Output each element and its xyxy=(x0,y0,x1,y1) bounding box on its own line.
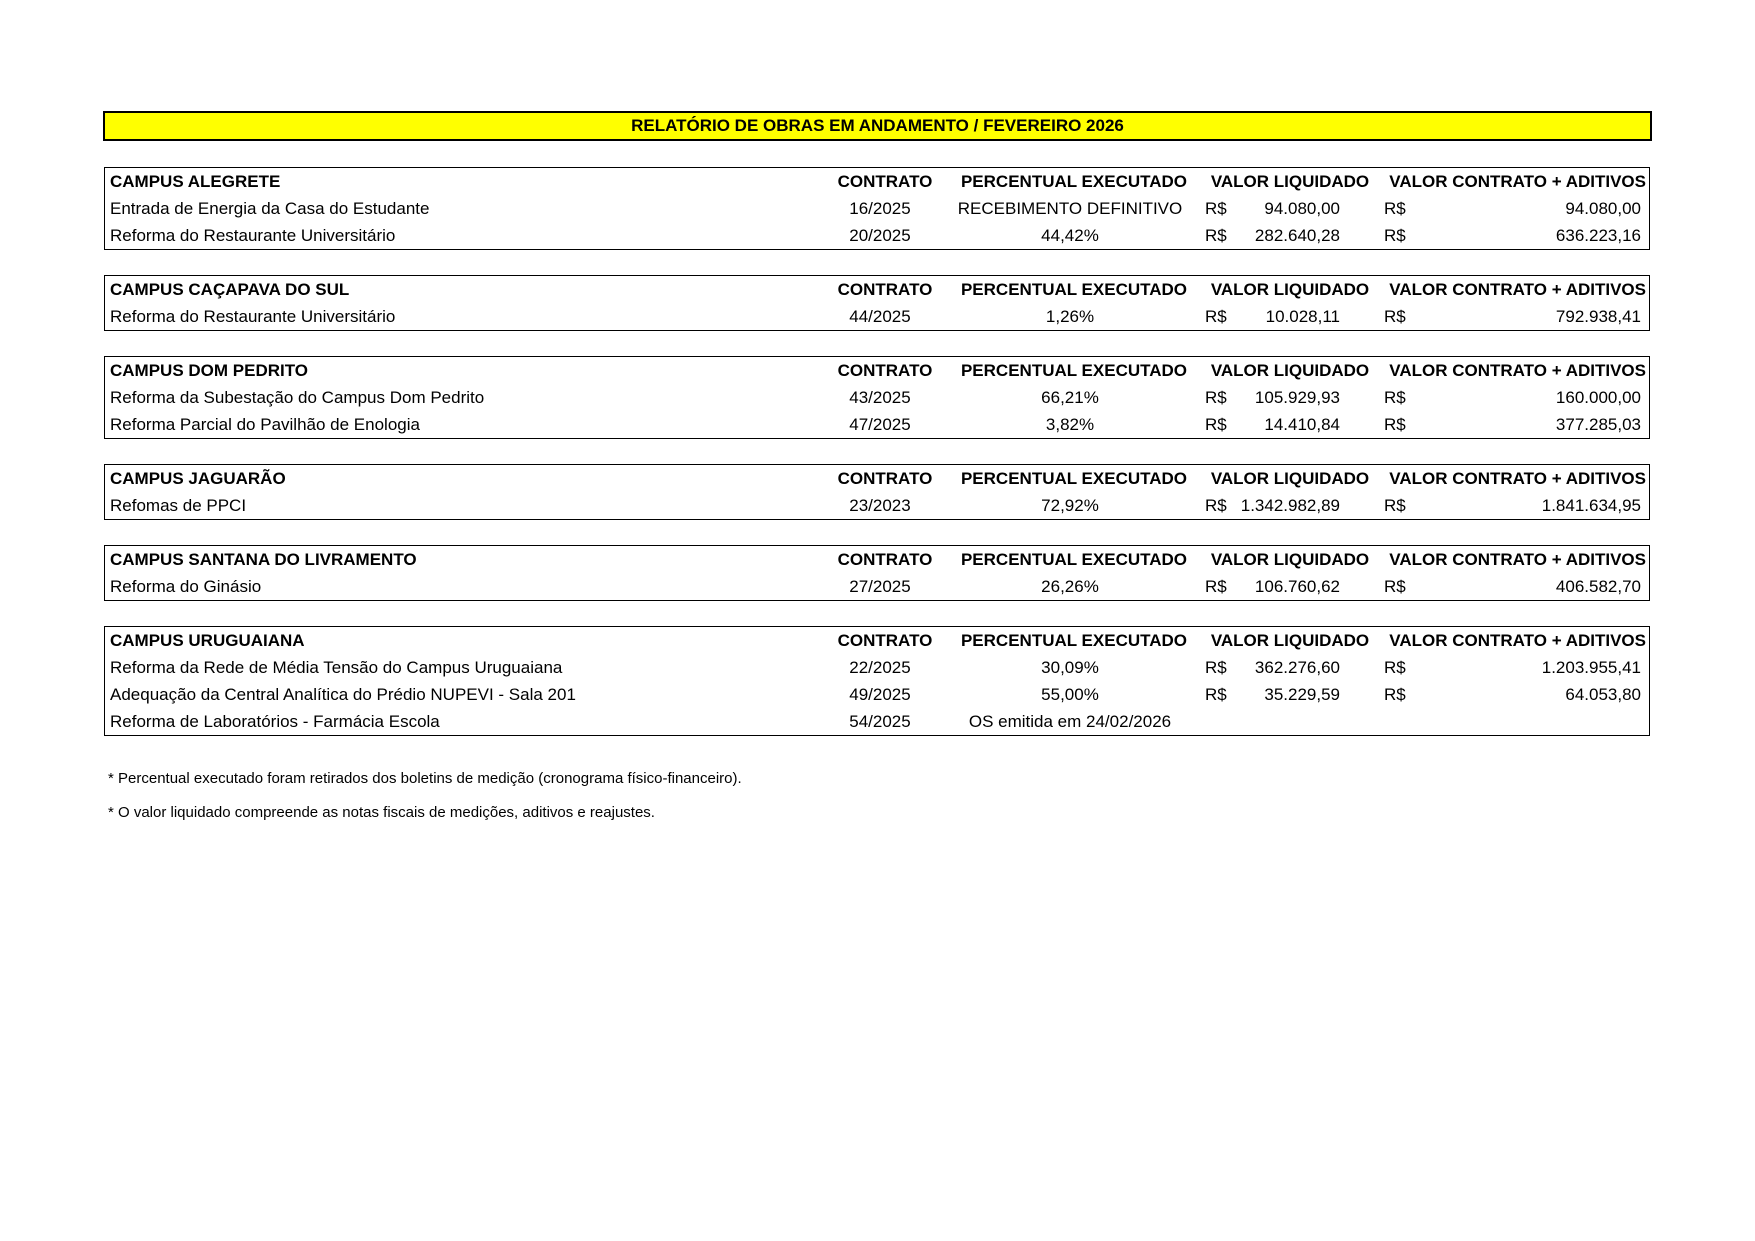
valor-contrato: 64.053,80 xyxy=(1565,685,1641,704)
obra-name: Entrada de Energia da Casa do Estudante xyxy=(110,199,430,218)
header-valor-liquidado: VALOR LIQUIDADO xyxy=(1210,280,1370,299)
campus-name: CAMPUS SANTANA DO LIVRAMENTO xyxy=(110,550,417,569)
obra-name: Reforma de Laboratórios - Farmácia Escola xyxy=(110,712,440,731)
header-percentual: PERCENTUAL EXECUTADO xyxy=(960,469,1188,488)
currency-symbol: R$ xyxy=(1205,388,1227,407)
currency-symbol: R$ xyxy=(1384,415,1406,434)
header-contrato: CONTRATO xyxy=(837,631,933,650)
obra-name: Reforma do Restaurante Universitário xyxy=(110,226,396,245)
campus-block xyxy=(104,356,1650,439)
table-row xyxy=(105,708,1649,735)
valor-liquidado: 282.640,28 xyxy=(1254,226,1340,245)
valor-contrato: 792.938,41 xyxy=(1555,307,1641,326)
header-valor-contrato: VALOR CONTRATO + ADITIVOS xyxy=(1389,631,1646,650)
table-row xyxy=(105,384,1649,411)
campus-block xyxy=(104,464,1650,520)
campus-header-row xyxy=(105,357,1649,384)
header-contrato: CONTRATO xyxy=(837,469,933,488)
table-row xyxy=(105,492,1649,519)
valor-liquidado: 10.028,11 xyxy=(1265,307,1340,326)
valor-contrato: 1.841.634,95 xyxy=(1541,496,1641,515)
currency-symbol: R$ xyxy=(1384,577,1406,596)
currency-symbol: R$ xyxy=(1384,226,1406,245)
percentual-value: OS emitida em 24/02/2026 xyxy=(968,712,1172,731)
table-row xyxy=(105,411,1649,438)
campus-block xyxy=(104,545,1650,601)
contrato-number: 16/2025 xyxy=(849,199,911,218)
table-row xyxy=(105,303,1649,330)
obra-name: Refomas de PPCI xyxy=(110,496,247,515)
header-percentual: PERCENTUAL EXECUTADO xyxy=(960,550,1188,569)
campus-name: CAMPUS CAÇAPAVA DO SUL xyxy=(110,280,350,299)
percentual-value: 55,00% xyxy=(1041,685,1099,704)
table-row xyxy=(105,654,1649,681)
campus-name: CAMPUS DOM PEDRITO xyxy=(110,361,309,380)
percentual-value: 72,92% xyxy=(1041,496,1099,515)
currency-symbol: R$ xyxy=(1205,577,1227,596)
header-contrato: CONTRATO xyxy=(837,361,933,380)
contrato-number: 27/2025 xyxy=(849,577,911,596)
valor-liquidado: 105.929,93 xyxy=(1254,388,1340,407)
percentual-value: 26,26% xyxy=(1041,577,1099,596)
valor-contrato: 377.285,03 xyxy=(1555,415,1641,434)
contrato-number: 47/2025 xyxy=(849,415,911,434)
currency-symbol: R$ xyxy=(1205,658,1227,677)
valor-contrato: 636.223,16 xyxy=(1555,226,1641,245)
currency-symbol: R$ xyxy=(1205,199,1227,218)
obra-name: Adequação da Central Analítica do Prédio NUPEVI - Sala 201 xyxy=(110,685,576,704)
header-contrato: CONTRATO xyxy=(837,172,933,191)
valor-liquidado: 106.760,62 xyxy=(1254,577,1340,596)
valor-liquidado: 14.410,84 xyxy=(1264,415,1340,434)
header-valor-contrato: VALOR CONTRATO + ADITIVOS xyxy=(1389,172,1646,191)
contrato-number: 43/2025 xyxy=(849,388,911,407)
percentual-value: 44,42% xyxy=(1041,226,1099,245)
header-valor-contrato: VALOR CONTRATO + ADITIVOS xyxy=(1389,280,1646,299)
campus-header-row xyxy=(105,465,1649,492)
table-row xyxy=(105,195,1649,222)
table-row xyxy=(105,222,1649,249)
contrato-number: 49/2025 xyxy=(849,685,911,704)
footnote: * O valor liquidado compreende as notas fiscais de medições, aditivos e reajustes. xyxy=(108,804,655,821)
currency-symbol: R$ xyxy=(1384,685,1406,704)
obra-name: Reforma do Ginásio xyxy=(110,577,262,596)
obra-name: Reforma do Restaurante Universitário xyxy=(110,307,396,326)
header-valor-liquidado: VALOR LIQUIDADO xyxy=(1210,172,1370,191)
currency-symbol: R$ xyxy=(1205,307,1227,326)
percentual-value: 3,82% xyxy=(1045,415,1095,434)
valor-contrato xyxy=(1405,708,1641,735)
footnote: * Percentual executado foram retirados dos boletins de medição (cronograma físico-financeiro). xyxy=(108,770,742,787)
campus-block xyxy=(104,167,1650,250)
campus-block xyxy=(104,626,1650,736)
contrato-number: 54/2025 xyxy=(849,712,911,731)
header-valor-liquidado: VALOR LIQUIDADO xyxy=(1210,361,1370,380)
campus-name: CAMPUS ALEGRETE xyxy=(110,172,281,191)
contrato-number: 44/2025 xyxy=(849,307,911,326)
contrato-number: 22/2025 xyxy=(849,658,911,677)
currency-symbol: R$ xyxy=(1384,199,1406,218)
valor-contrato: 406.582,70 xyxy=(1555,577,1641,596)
header-percentual: PERCENTUAL EXECUTADO xyxy=(960,631,1188,650)
percentual-value: 30,09% xyxy=(1041,658,1099,677)
header-valor-contrato: VALOR CONTRATO + ADITIVOS xyxy=(1389,361,1646,380)
valor-liquidado xyxy=(1230,708,1340,735)
header-valor-liquidado: VALOR LIQUIDADO xyxy=(1210,631,1370,650)
currency-symbol: R$ xyxy=(1205,415,1227,434)
currency-symbol: R$ xyxy=(1384,388,1406,407)
campus-header-row xyxy=(105,276,1649,303)
campus-block xyxy=(104,275,1650,331)
table-row xyxy=(105,573,1649,600)
table-row xyxy=(105,681,1649,708)
contrato-number: 20/2025 xyxy=(849,226,911,245)
currency-symbol: R$ xyxy=(1384,307,1406,326)
contrato-number: 23/2023 xyxy=(849,496,911,515)
header-valor-contrato: VALOR CONTRATO + ADITIVOS xyxy=(1389,469,1646,488)
campus-name: CAMPUS JAGUARÃO xyxy=(110,469,286,488)
currency-symbol: R$ xyxy=(1384,658,1406,677)
header-percentual: PERCENTUAL EXECUTADO xyxy=(960,172,1188,191)
header-valor-liquidado: VALOR LIQUIDADO xyxy=(1210,550,1370,569)
footnotes xyxy=(108,762,742,830)
header-contrato: CONTRATO xyxy=(837,550,933,569)
header-contrato: CONTRATO xyxy=(837,280,933,299)
currency-symbol: R$ xyxy=(1205,685,1227,704)
header-percentual: PERCENTUAL EXECUTADO xyxy=(960,280,1188,299)
campus-header-row xyxy=(105,168,1649,195)
currency-symbol: R$ xyxy=(1384,496,1406,515)
header-valor-contrato: VALOR CONTRATO + ADITIVOS xyxy=(1389,550,1646,569)
percentual-value: 1,26% xyxy=(1045,307,1095,326)
campus-header-row xyxy=(105,546,1649,573)
percentual-value: RECEBIMENTO DEFINITIVO xyxy=(957,199,1183,218)
campus-header-row xyxy=(105,627,1649,654)
valor-liquidado: 35.229,59 xyxy=(1264,685,1340,704)
campus-name: CAMPUS URUGUAIANA xyxy=(110,631,305,650)
header-valor-liquidado: VALOR LIQUIDADO xyxy=(1210,469,1370,488)
valor-liquidado: 94.080,00 xyxy=(1264,199,1340,218)
currency-symbol: R$ xyxy=(1205,226,1227,245)
obra-name: Reforma da Subestação do Campus Dom Pedrito xyxy=(110,388,485,407)
report-title: RELATÓRIO DE OBRAS EM ANDAMENTO / FEVEREIRO 2026 xyxy=(103,111,1652,141)
currency-symbol: R$ xyxy=(1205,496,1227,515)
obra-name: Reforma Parcial do Pavilhão de Enologia xyxy=(110,415,420,434)
header-percentual: PERCENTUAL EXECUTADO xyxy=(960,361,1188,380)
obra-name: Reforma da Rede de Média Tensão do Campus Uruguaiana xyxy=(110,658,563,677)
valor-liquidado: 362.276,60 xyxy=(1254,658,1340,677)
valor-contrato: 94.080,00 xyxy=(1565,199,1641,218)
valor-contrato: 160.000,00 xyxy=(1555,388,1641,407)
percentual-value: 66,21% xyxy=(1041,388,1099,407)
valor-contrato: 1.203.955,41 xyxy=(1541,658,1641,677)
valor-liquidado: 1.342.982,89 xyxy=(1240,496,1340,515)
